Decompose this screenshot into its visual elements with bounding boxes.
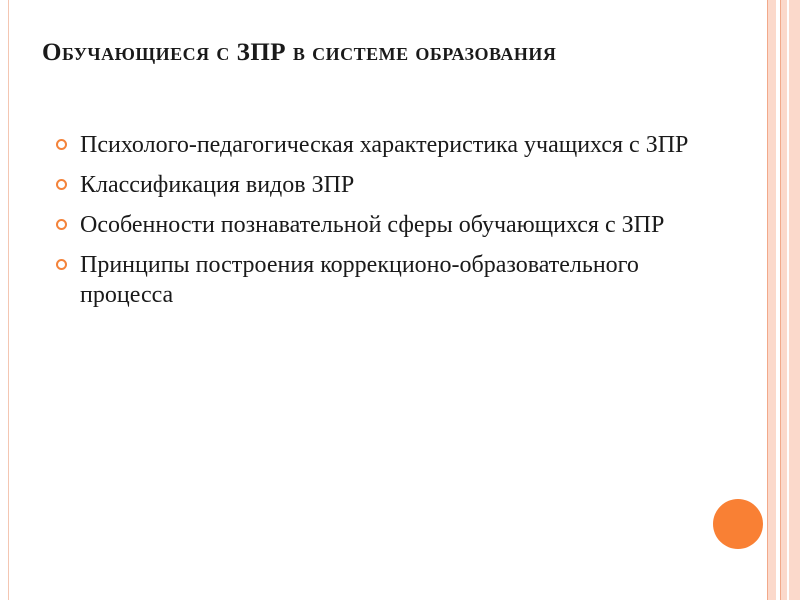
hollow-circle-bullet-icon bbox=[56, 259, 67, 270]
hollow-circle-bullet-icon bbox=[56, 139, 67, 150]
left-frame-border bbox=[0, 0, 9, 600]
bullet-text: Особенности познавательной сферы обучающихся с ЗПР bbox=[80, 212, 665, 238]
orange-circle-icon bbox=[713, 499, 763, 549]
bullet-item bbox=[56, 130, 696, 160]
bullet-text: Классификация видов ЗПР bbox=[80, 172, 355, 198]
bullet-item bbox=[56, 210, 696, 240]
stripe-line-outer bbox=[767, 0, 768, 600]
right-decorative-stripe bbox=[767, 0, 800, 600]
stripe-line-inner bbox=[780, 0, 781, 600]
hollow-circle-bullet-icon bbox=[56, 219, 67, 230]
bullet-text: Принципы построения коррекционо-образовательного процесса bbox=[80, 252, 639, 308]
bullet-text: Психолого-педагогическая характеристика учащихся с ЗПР bbox=[80, 132, 689, 158]
hollow-circle-bullet-icon bbox=[56, 179, 67, 190]
slide-title: Обучающиеся с ЗПР в системе образования bbox=[42, 39, 557, 66]
bullet-item bbox=[56, 170, 696, 200]
stripe-gap-inner bbox=[787, 0, 789, 600]
bullet-list bbox=[56, 130, 696, 320]
bullet-item bbox=[56, 250, 696, 310]
